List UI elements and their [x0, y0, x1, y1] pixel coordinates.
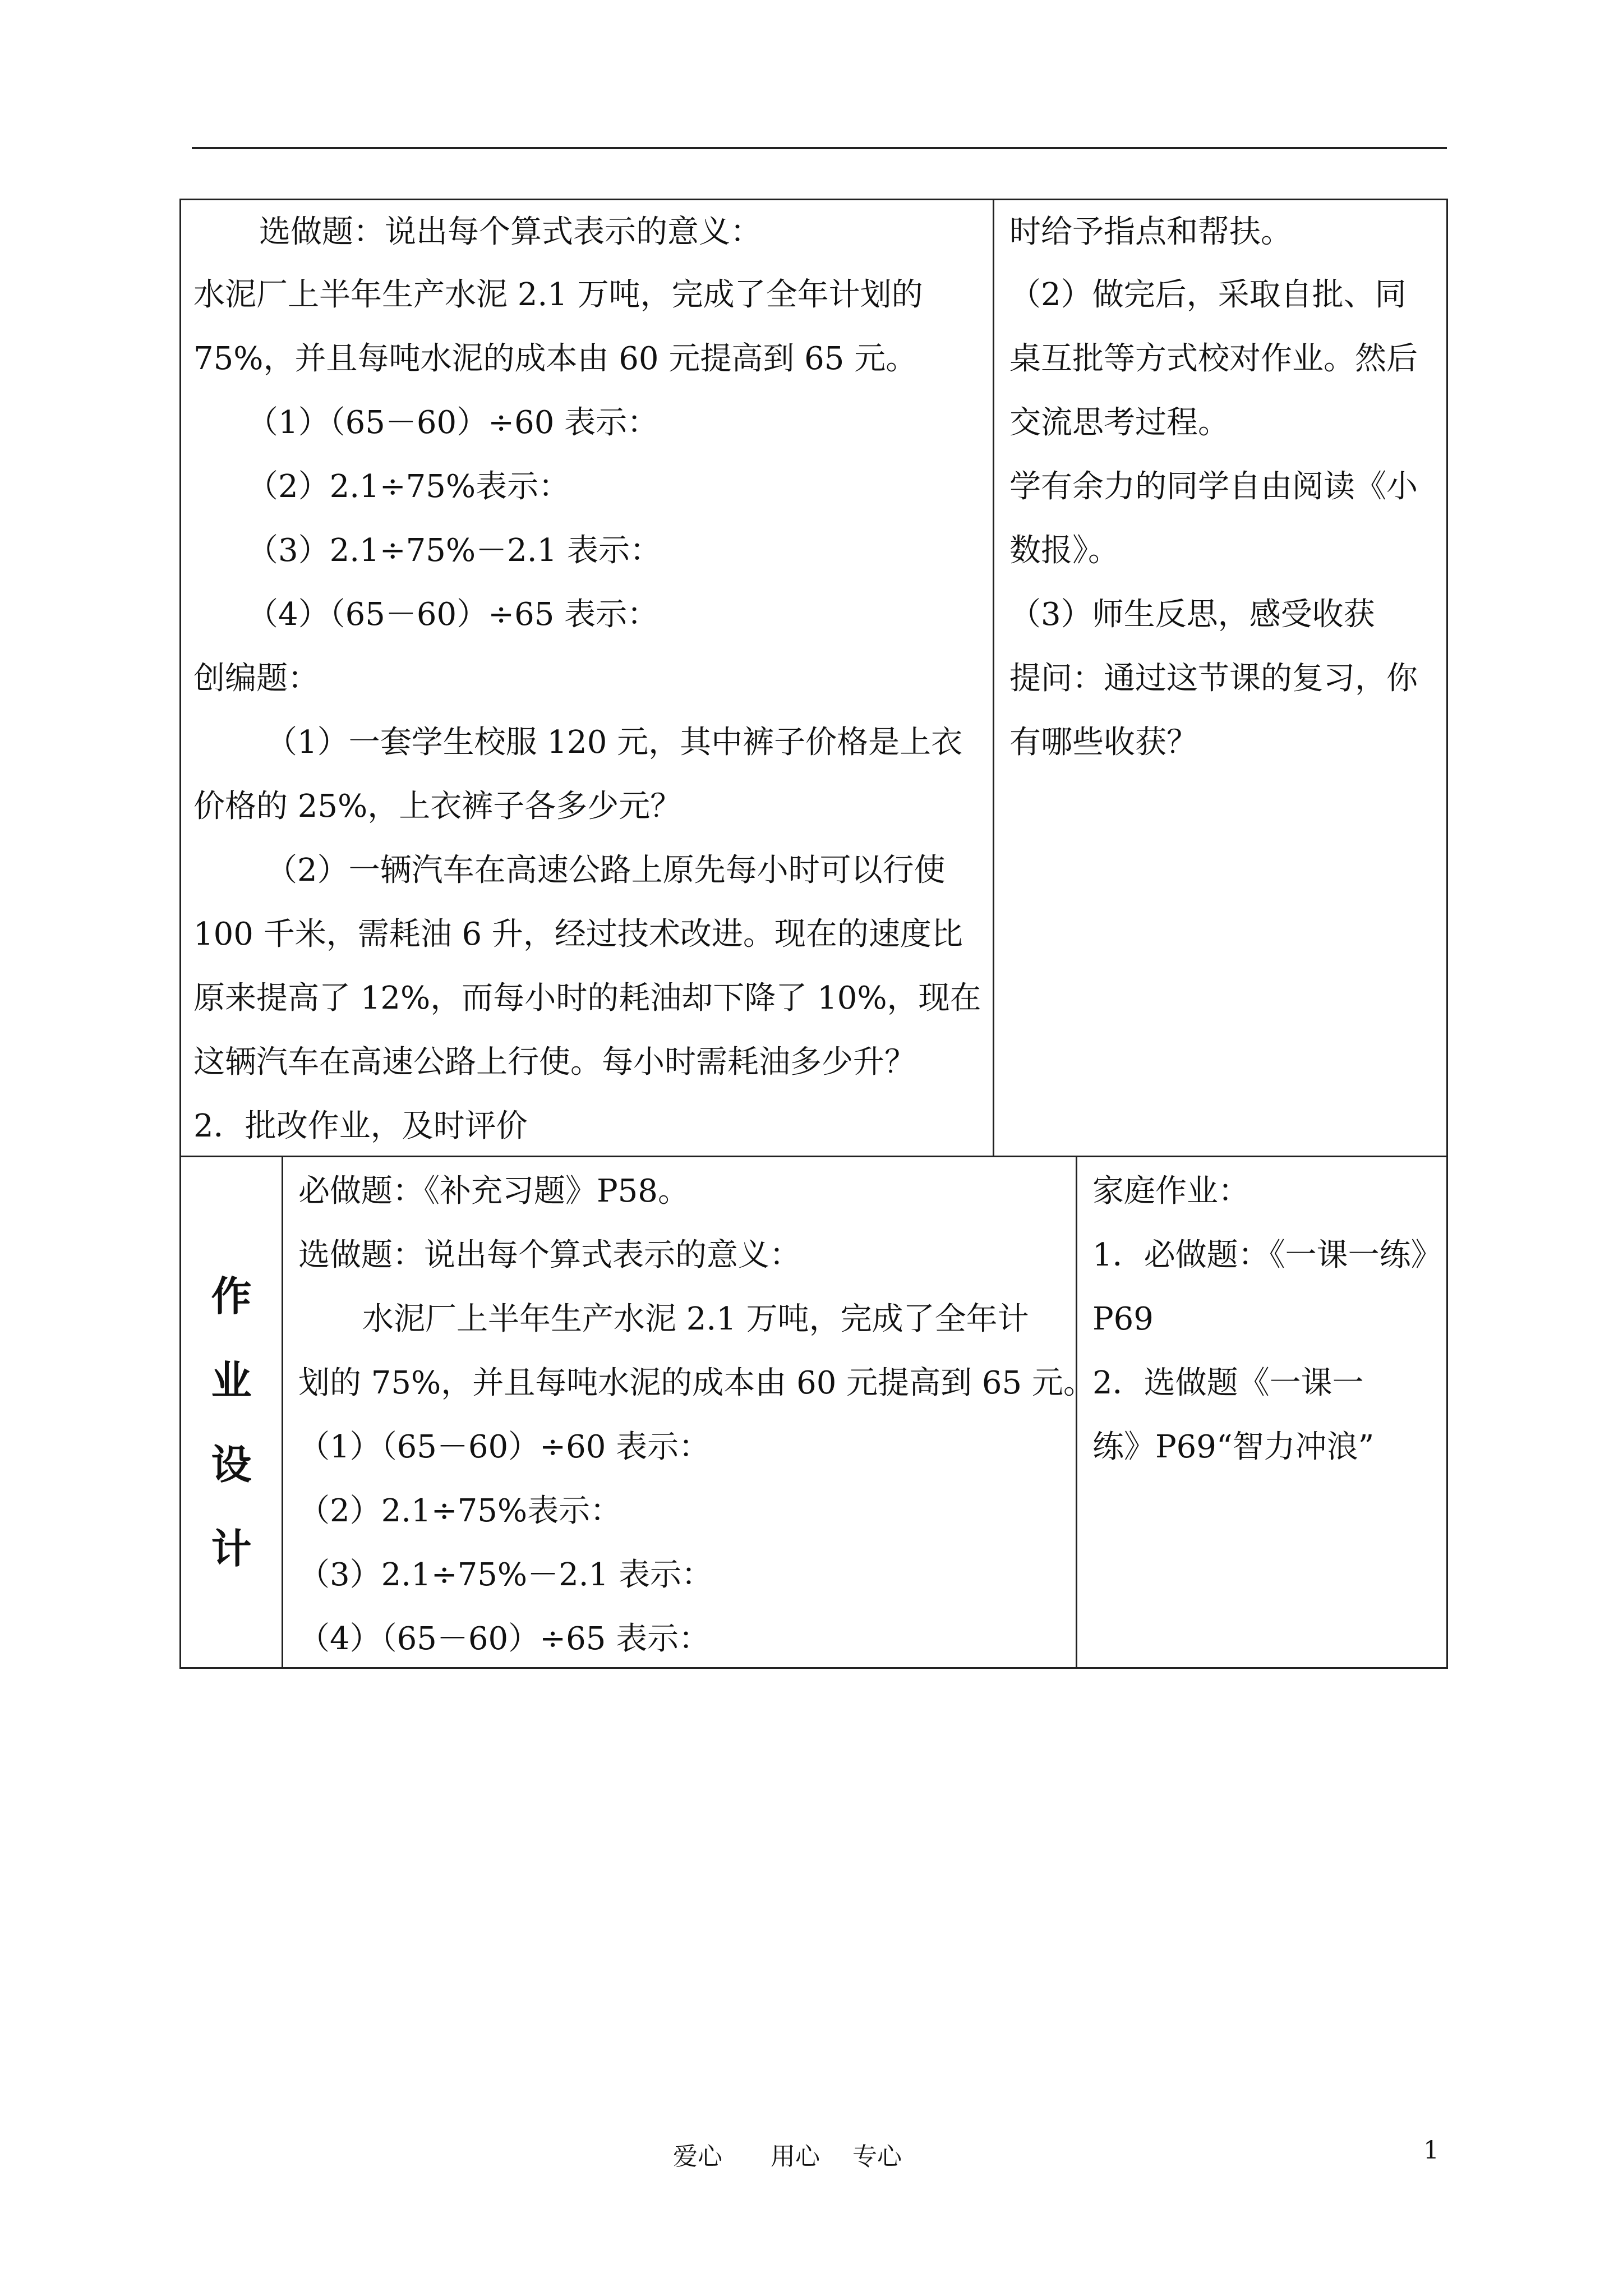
question-heading: 选做题：说出每个算式表示的意义： — [259, 214, 762, 250]
note-text: 提问：通过这节课的复习，你 — [1009, 660, 1418, 697]
note-text: 交流思考过程。 — [1009, 404, 1229, 441]
problem-text: 水泥厂上半年生产水泥 2.1 万吨，完成了全年计 — [362, 1301, 1029, 1337]
problem-text: 原来提高了 12%，而每小时的耗油却下降了 10%，现在 — [193, 980, 981, 1016]
note-text: 有哪些收获？ — [1009, 724, 1198, 761]
note-text: （2）做完后，采取自批、同 — [1009, 277, 1407, 313]
expression-item: （3）2.1÷75%－2.1 表示： — [247, 532, 661, 569]
note-text: 桌互批等方式校对作业。然后 — [1009, 341, 1418, 377]
row-label-char: 设 — [211, 1441, 252, 1488]
row-divider — [179, 1156, 1448, 1157]
problem-text: 划的 75%，并且每吨水泥的成本由 60 元提高到 65 元。 — [298, 1365, 1095, 1401]
row-label-char: 业 — [211, 1356, 252, 1404]
expression-item: （2）2.1÷75%表示： — [298, 1493, 622, 1529]
required-homework: 必做题：《补充习题》P58。 — [298, 1173, 689, 1209]
question-heading: 选做题：说出每个算式表示的意义： — [298, 1237, 801, 1273]
table-border-bottom — [179, 1667, 1448, 1669]
note-text: 时给予指点和帮扶。 — [1009, 214, 1292, 250]
footer-motto-1: 爱心 — [673, 2142, 722, 2171]
problem-text: 水泥厂上半年生产水泥 2.1 万吨，完成了全年计划的 — [193, 277, 923, 313]
expression-item: （2）2.1÷75%表示： — [247, 468, 570, 505]
step-heading: 2．批改作业，及时评价 — [193, 1108, 528, 1144]
problem-text: 100 千米，需耗油 6 升，经过技术改进。现在的速度比 — [193, 916, 963, 953]
table-border-right — [1446, 199, 1448, 1669]
header-rule — [192, 147, 1447, 149]
problem-text: （1）一套学生校服 120 元，其中裤子价格是上衣 — [266, 724, 963, 761]
problem-text: 75%，并且每吨水泥的成本由 60 元提高到 65 元。 — [193, 341, 917, 377]
footer-motto-3: 专心 — [852, 2142, 902, 2171]
row-label-char: 计 — [211, 1525, 252, 1572]
homework-item: 1．必做题：《一课一练》 — [1092, 1237, 1442, 1273]
note-text: 数报》。 — [1009, 532, 1119, 569]
upper-col-divider — [993, 199, 994, 1157]
lower-col-divider — [1076, 1156, 1077, 1668]
expression-item: （4）（65－60）÷65 表示： — [247, 596, 659, 633]
note-text: （3）师生反思，感受收获 — [1009, 596, 1375, 633]
expression-item: （3）2.1÷75%－2.1 表示： — [298, 1557, 713, 1593]
problem-text: 这辆汽车在高速公路上行使。每小时需耗油多少升？ — [193, 1044, 916, 1080]
problem-text: （2）一辆汽车在高速公路上原先每小时可以行使 — [266, 852, 946, 889]
row-label-char: 作 — [211, 1272, 252, 1320]
label-col-divider — [282, 1156, 283, 1668]
homework-design-label — [181, 1157, 282, 1667]
page-number: 1 — [1423, 2136, 1439, 2165]
homework-item: 2．选做题《一课一 — [1092, 1365, 1364, 1401]
expression-item: （1）（65－60）÷60 表示： — [247, 404, 659, 441]
footer-motto-2: 用心 — [771, 2142, 820, 2171]
homework-item: P69 — [1092, 1301, 1154, 1337]
note-text: 学有余力的同学自由阅读《小 — [1009, 468, 1418, 505]
section-heading: 创编题： — [193, 660, 319, 697]
expression-item: （1）（65－60）÷60 表示： — [298, 1429, 711, 1465]
expression-item: （4）（65－60）÷65 表示： — [298, 1621, 711, 1657]
table-border-top — [179, 199, 1448, 200]
problem-text: 价格的 25%，上衣裤子各多少元？ — [193, 788, 682, 825]
homework-item: 练》P69“智力冲浪” — [1092, 1429, 1375, 1465]
family-homework-heading: 家庭作业： — [1092, 1173, 1249, 1209]
